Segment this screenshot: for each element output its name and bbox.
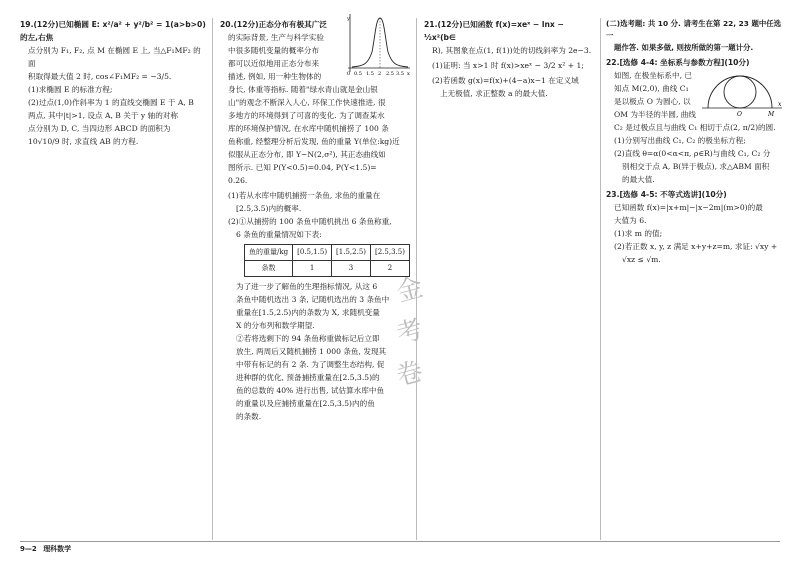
- q20-line: 图所示. 已知 P(Y<0.5)=0.04, P(Y<1.5)=: [228, 163, 377, 172]
- q20-part-line: (2)①从捕捞的 100 条鱼中随机挑出 6 条鱼称重,: [228, 217, 392, 226]
- tick-1-5: 1.5: [366, 71, 374, 76]
- q21-line: 21.(12分)已知函数 f(x)=xeˣ − lnx − ½x²(b∈: [424, 20, 564, 42]
- fish-weight-table: [244, 244, 410, 277]
- q22-line: 是以极点 O 为圆心, 以: [614, 97, 691, 106]
- q20-line: 20.(12分)正态分布有极其广泛: [220, 20, 327, 29]
- q20-part-line: 中带有标记的有 2 条. 为了调整生态结构, 促: [236, 360, 385, 369]
- q23-line: 已知函数 f(x)=|x+m|−|x−2m|(m>0)的最: [614, 203, 763, 212]
- tick-2-5: 2.5: [386, 71, 394, 76]
- q20-line: 都可以近似地用正态分布来: [228, 59, 320, 68]
- question-20: [220, 18, 412, 423]
- table-cell: 条数: [245, 261, 293, 277]
- q21-line: 上无极值, 求正整数 a 的最大值.: [440, 89, 548, 98]
- table-header-row: [245, 245, 410, 261]
- q19-line: (1)求椭圆 E 的标准方程;: [28, 85, 113, 94]
- y-label: y: [347, 16, 350, 22]
- table-cell: 1: [293, 261, 332, 277]
- q20-part-line: 6 条鱼的重量情况如下表:: [236, 230, 322, 239]
- q20-part-line: ②若将选剩下的 94 条鱼称重做标记后立即: [236, 334, 380, 343]
- question-19: [20, 18, 206, 148]
- q22-line: 别相交于点 A, B(异于极点), 求△ABM 面积: [622, 162, 770, 171]
- q23-line: √xz ≤ √m.: [622, 255, 661, 264]
- q20-line: 多地方的环境得到了可喜的变化. 为了调查某水: [228, 111, 385, 120]
- footer-divider: [20, 541, 780, 542]
- q20-intro-block: [220, 18, 412, 187]
- watermark-stamp: [388, 268, 436, 408]
- q19-line: 点分别为 D, C, 当四边形 ABCD 的面积为: [28, 124, 171, 133]
- q20-part-line: 重量在[1.5,2.5)内的条数为 X, 求随机变量: [236, 308, 380, 317]
- curve-c2: [724, 76, 756, 108]
- q23-line: 23.[选修 4-5: 不等式选讲](10分): [606, 190, 727, 199]
- q22-line: 如图, 在极坐标系中, 已: [614, 71, 692, 80]
- curve-c1: [708, 76, 772, 108]
- page-number: 9—2: [20, 545, 37, 553]
- table-cell: 鱼的重量/kg: [245, 245, 293, 261]
- svg-text:考: 考: [393, 314, 427, 351]
- q22-line: (1)分别写出曲线 C₁, C₂ 的极坐标方程;: [614, 136, 746, 145]
- q20-part-line: 的重量以及应捕捞重量在[2.5,3.5)内的鱼: [236, 399, 375, 408]
- q22-line: C₂ 是过极点且与曲线 C₁ 相切于点(2, π/2)的圆.: [614, 123, 776, 132]
- q22-line: 的最大值.: [622, 175, 655, 184]
- q20-line: 库的环境保护情况, 在水库中随机捕捞了 100 条: [228, 124, 389, 133]
- tick-x: x: [407, 71, 410, 76]
- q21-line: (1)证明: 当 x>1 时 f(x)>xeˣ − 3/2 x² + 1;: [432, 61, 584, 70]
- q23-line: (2)若正数 x, y, z 满足 x+y+z=m, 求证: √xy +: [614, 242, 778, 251]
- q20-line: 身长, 体重等指标. 随着"绿水青山就是金山银: [228, 85, 378, 94]
- table-cell: [0.5,1.5): [293, 245, 332, 261]
- question-21: [424, 18, 596, 100]
- svg-text:卷: 卷: [393, 356, 427, 393]
- table-cell: 2: [371, 261, 410, 277]
- subject-label: 理科数学: [43, 545, 72, 553]
- q20-part-line: 为了进一步了解鱼的生理指标情况, 从这 6: [236, 282, 378, 291]
- tick-3-5: 3.5: [396, 71, 404, 76]
- table-cell: [1.5,2.5): [332, 245, 371, 261]
- q20-part-line: 鱼的总数的 40% 进行出售, 试估算水库中鱼: [236, 386, 385, 395]
- q20-line: 描述, 例如, 用一种生物体的: [228, 72, 322, 81]
- q22-line: 22.[选修 4-4: 坐标系与参数方程](10分): [606, 58, 750, 67]
- q21-line: (2)若函数 g(x)=f(x)+(4−a)x−1 在定义域: [432, 76, 579, 85]
- q20-part-line: [2.5,3.5)内的概率.: [236, 204, 302, 213]
- table-row: [245, 261, 410, 277]
- q20-part-line: 的条数.: [236, 412, 262, 421]
- q20-part-line: (1)若从水库中随机捕捞一条鱼, 求鱼的重量在: [228, 191, 381, 200]
- q20-part-line: 进种群的优化, 预备捕捞重量在[2.5,3.5)的: [236, 373, 380, 382]
- q20-line: 似服从正态分布, 即 Y~N(2,σ²), 其正态曲线如: [228, 150, 386, 159]
- q23-line: 大值为 6.: [614, 216, 647, 225]
- label-o: O: [737, 111, 742, 118]
- tick-2: 2: [378, 71, 382, 76]
- tick-0-5: 0.5: [354, 71, 362, 76]
- q20-part-line: 放生, 两周后又随机捕捞 1 000 条鱼, 发现其: [236, 347, 387, 356]
- q20-line: 中很多随机变量的概率分布: [228, 46, 320, 55]
- column-divider: [416, 18, 417, 540]
- label-m: M: [768, 111, 775, 118]
- elective-note: (二)选考题: 共 10 分. 请考生在第 22, 23 题中任选一: [606, 19, 782, 40]
- q20-line: 山"的观念不断深入人心, 环保工作快速推进, 很: [228, 98, 386, 107]
- tick-0: 0: [347, 71, 351, 76]
- q22-line: 知点 M(2,0), 曲线 C₁: [614, 84, 689, 93]
- q20-part-line: 条鱼中随机选出 3 条, 记随机选出的 3 条鱼中: [236, 295, 390, 304]
- q19-line: 10√10/9 时, 求直线 AB 的方程.: [28, 137, 139, 146]
- q20-line: 0.26.: [228, 176, 248, 185]
- q20-line: 的实际背景, 生产与科学实验: [228, 33, 324, 42]
- question-22-23: [606, 18, 784, 266]
- semicircle-figure: [702, 66, 784, 118]
- page-footer: [20, 544, 71, 554]
- q22-line: (2)直线 θ=α(0<α<π, ρ∈R)与曲线 C₁, C₂ 分: [614, 149, 771, 158]
- q23-line: (1)求 m 的值;: [614, 229, 663, 238]
- svg-text:金: 金: [393, 272, 427, 309]
- q19-line: 19.(12分)已知椭圆 E: x²/a² + y²/b² = 1(a>b>0)的左,右焦: [20, 20, 206, 42]
- label-x: x: [778, 101, 782, 108]
- q19-line: 两点, 其中|t|>1, 设点 A, B 关于 y 轴的对称: [28, 111, 178, 120]
- table-cell: [2.5,3.5): [371, 245, 410, 261]
- table-cell: 3: [332, 261, 371, 277]
- q22-line: OM 为半径的半圆, 曲线: [614, 110, 696, 119]
- q22-block: [606, 56, 784, 121]
- q19-line: 点分别为 F₁, F₂, 点 M 在椭圆 E 上, 当△F₁MF₂ 的面: [28, 46, 201, 68]
- column-divider: [212, 18, 213, 540]
- q20-line: 鱼称重, 经整理分析后发现, 鱼的重量 Y(单位:kg)近: [228, 137, 400, 146]
- q21-line: R), 其图象在点(1, f(1))处的切线斜率为 2e−3.: [432, 46, 592, 55]
- q20-part-line: X 的分布列和数学期望.: [236, 321, 315, 330]
- column-divider: [600, 18, 601, 540]
- normal-curve-figure: [344, 12, 412, 76]
- elective-note: 题作答. 如果多做, 则按所做的第一题计分.: [614, 43, 754, 52]
- q19-line: 积取得最大值 2 时, cos∠F₁MF₂ = −3/5.: [28, 72, 172, 81]
- q19-line: (2)过点(1,0)作斜率为 1 的直线交椭圆 E 于 A, B: [28, 98, 194, 107]
